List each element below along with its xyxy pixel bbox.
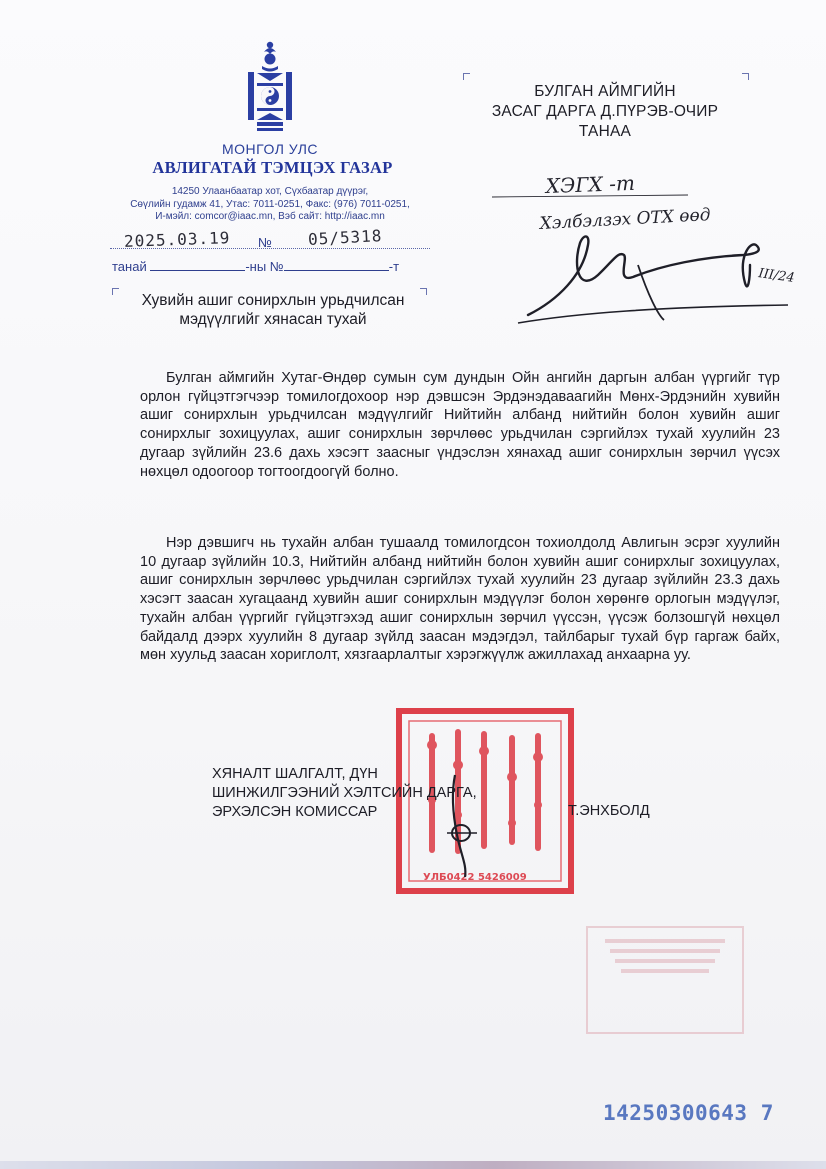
reply-date-blank bbox=[150, 258, 245, 271]
body-paragraph-2: Нэр дэвшигч нь тухайн албан тушаалд томилогдсон тохиолдолд Авлигын эсрэг хуулийн 10 дугаар зүйлийн 10.3, Нийтийн албанд нийтийн болон хувийн ашиг сонирхлыг зохицуулах, ашиг сонирхлын зөрчлөөс урьдчилан сэргийлэх тухай хуулийн 23 дугаар зүйлийн 23.3 дахь хэсэгт заасан хугацаанд хувийн ашиг сонирхлын мэдүүлэг болон хөрөнгө орлогын мэдүүлэг, тухайн албан үүргийг гүйцэтгэхэд ашиг сонирхлын зөрчил үүссэн, үүсэж болзошгүй нөхцөл байдалд дээрх хуулийн 8 дугаар зүйлд заасан мэдэгдэл, тайлбарыг тухай бүр гаргаж байх, мөн хуульд заасан хориглолт, хязгаарлалтыг хэрэгжүүлж ажиллахад анхаарна уу. bbox=[140, 535, 780, 664]
reply-prefix: танай bbox=[112, 259, 147, 274]
reply-number-blank bbox=[284, 258, 389, 271]
body-paragraph-1: Булган аймгийн Хутаг-Өндөр сумын сум дундын Ойн ангийн даргын албан үүргийг түр орлон гүйцэтгэгчээр томилогдохоор нэр дэвшсэн Эрдэнэдаваагийн Мөнх-Эрдэнийн хувийн ашиг сонирхлын урьдчилсан мэдүүлгийг Нийтийн албанд нийтийн болон хувийн ашиг сонирхлыг зохицуулах, ашиг сонирхлын зөрчлөөс урьдчилан сэргийлэх тухай хуулийн 23 дугаар зүйлийн 23.6 дахь хэсэгт заасныг үндэслэн хянахад ашиг сонирхлын зөрчил үүсэх нөхцөл одоогоор тогтоогдоогүй болно. bbox=[140, 370, 780, 480]
address-line: И-мэйл: comcor@iaac.mn, Вэб сайт: http://iaac.mn bbox=[155, 211, 385, 222]
scan-edge bbox=[0, 1161, 826, 1169]
letter-date: 2025.03.19 bbox=[123, 228, 231, 251]
reply-reference-line bbox=[112, 258, 399, 274]
country-name: МОНГОЛ УЛС bbox=[222, 141, 318, 157]
stamp-registration-text: УЛБ0422 5426009 bbox=[423, 872, 527, 883]
resolution-line-2: Хэлбэлзэх ОТХ өөд bbox=[539, 205, 712, 234]
recipient-line: ЗАСАГ ДАРГА Д.ПҮРЭВ-ОЧИР bbox=[491, 103, 719, 120]
recipient-corner-mark bbox=[463, 73, 470, 80]
signatory-title-line: ЭРХЭЛСЭН КОМИССАР bbox=[212, 804, 378, 820]
subject-line: мэдүүлгийг хянасан тухай bbox=[179, 311, 367, 328]
registration-number: 14250300643 7 bbox=[603, 1101, 774, 1125]
signatory-title-line: ХЯНАЛТ ШАЛГАЛТ, ДҮН bbox=[212, 766, 378, 782]
recipient-line: БУЛГАН АЙМГИЙН bbox=[534, 83, 676, 100]
resolution-date: III/24 bbox=[757, 266, 796, 287]
reply-suffix: -т bbox=[388, 259, 400, 274]
signatory-name: Т.ЭНХБОЛД bbox=[568, 803, 650, 819]
subject-line: Хувийн ашиг сонирхлын урьдчилсан bbox=[141, 292, 405, 309]
address-line: Сөүлийн гудамж 41, Утас: 7011-0251, Факс: (976) 7011-0251, bbox=[130, 198, 410, 210]
recipient-corner-mark bbox=[742, 73, 749, 80]
soyombo-emblem-icon bbox=[245, 40, 295, 132]
organization-name: АВЛИГАТАЙ ТЭМЦЭХ ГАЗАР bbox=[152, 158, 393, 177]
letter-subject bbox=[118, 291, 428, 329]
resolution-line-1: ХЭГХ -т bbox=[545, 170, 636, 198]
reply-mid: -ны № bbox=[245, 259, 284, 274]
bleed-through-stamp bbox=[585, 925, 745, 1035]
number-label: № bbox=[258, 235, 272, 250]
organization-address bbox=[105, 186, 435, 224]
recipient-block bbox=[485, 82, 725, 142]
address-line: 14250 Улаанбаатар хот, Сүхбаатар дүүрэг, bbox=[171, 186, 369, 197]
signatory-title bbox=[212, 765, 477, 822]
letter-number: 05/5318 bbox=[307, 226, 383, 249]
recipient-line: ТАНАА bbox=[578, 123, 632, 140]
signatory-title-line: ШИНЖИЛГЭЭНИЙ ХЭЛТСИЙН ДАРГА, bbox=[212, 785, 477, 801]
resolution-signature bbox=[488, 165, 808, 335]
